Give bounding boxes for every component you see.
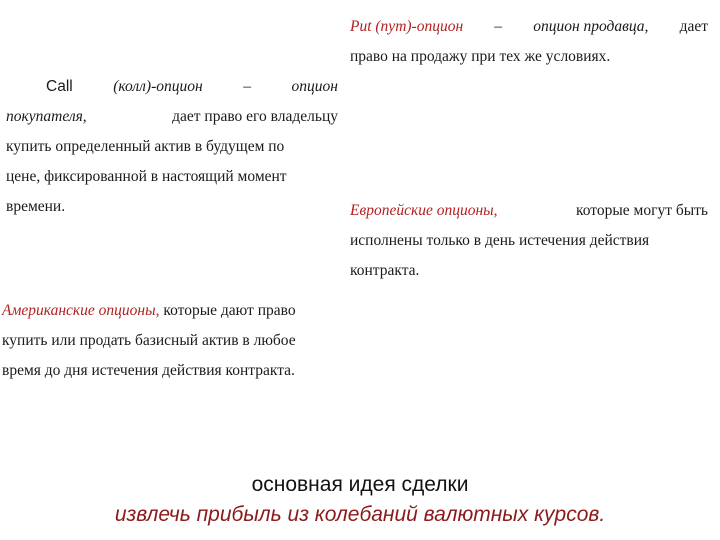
call-dash: – [243, 78, 251, 95]
put-line-1 [350, 12, 708, 42]
call-option-word: опцион [291, 78, 338, 95]
american-line-2: купить или продать базисный актив в любое [2, 332, 296, 349]
main-idea-heading: основная идея сделки [251, 473, 469, 496]
american-line-1 [2, 296, 342, 326]
put-term: Put (пут)-опцион [350, 18, 464, 35]
european-line-3: контракта. [350, 262, 420, 279]
american-term: Американские опционы, [2, 302, 160, 319]
call-option-definition [6, 72, 338, 222]
american-line-3: время до дня истечения действия контракта. [2, 362, 295, 379]
european-line-2: исполнены только в день истечения действия [350, 232, 650, 249]
put-definition-italic: опцион продавца, [533, 18, 649, 35]
european-option-definition [350, 196, 708, 286]
call-line-1 [6, 72, 338, 102]
put-option-definition [350, 12, 708, 72]
european-line-1 [350, 196, 708, 226]
american-line-1-rest: которые дают право [163, 302, 296, 319]
call-buyer-italic: покупателя, [6, 108, 87, 125]
european-term: Европейские опционы, [350, 202, 498, 219]
call-term: Call [46, 78, 73, 95]
call-term-transliteration: (колл)-опцион [113, 78, 203, 95]
call-line-3: купить определенный актив в будущем по [6, 138, 285, 155]
american-option-definition [2, 296, 342, 386]
call-line-2-rest: дает право его владельцу [172, 108, 338, 125]
put-line-2: право на продажу при тех же условиях. [350, 48, 611, 65]
put-line-1-rest: дает [679, 18, 708, 35]
put-dash: – [494, 18, 503, 35]
call-line-5: времени. [6, 198, 66, 215]
call-line-2 [6, 102, 338, 132]
european-line-1-rest: которые могут быть [576, 202, 708, 219]
call-line-4: цене, фиксированной в настоящий момент [6, 168, 287, 185]
profit-goal-text: извлечь прибыль из колебаний валютных курсов. [114, 503, 606, 526]
